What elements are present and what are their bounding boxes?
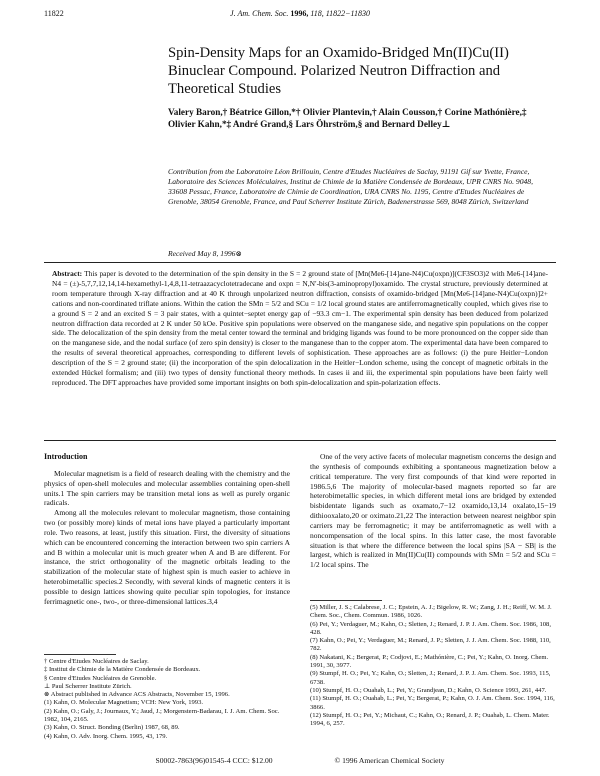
journal-citation xyxy=(44,9,556,18)
footnote: (10) Stumpf, H. O.; Ouahab, L.; Pei, Y.; Grandjean, D.; Kahn, O. Science 1993, 261, 447. xyxy=(310,686,547,694)
right-column xyxy=(310,452,556,570)
journal-year: 1996, xyxy=(290,9,309,18)
footnote: ‡ Institut de Chimie de la Matière Condensée de Bordeaux. xyxy=(44,666,201,674)
footnote: (6) Pei, Y.; Verdaguer, M.; Kahn, O.; Sletten, J.; Renard, J. P. J. Am. Chem. Soc. 1986, 108, 428. xyxy=(310,620,552,636)
footnote: (2) Kahn, O.; Galy, J.; Journaux, Y.; Jaud, J.; Morgenstern-Badarau, I. J. Am. Chem. Soc. 1982, 104, 2165. xyxy=(44,707,280,724)
footnote: ⊥ Paul Scherrer Institute Zürich. xyxy=(44,682,132,690)
affiliation: Contribution from the Laboratoire Léon Brillouin, Centre d'Etudes Nucléaires de Saclay, 91191 Gif sur Yvette, France, Laboratoire des Sciences Moléculaires, Institut de Chimie de la Matière Condensée de Bordeaux, UPR CNRS No. 9048, 33608 Pessac, France, Laboratoire de Chimie de Coordination, URA CNRS No. 1195, Centre d'Etudes Nucléaires de Grenoble, 38054 Grenoble, France, and Paul Scherrer Institute Zürich, Badenerstrasse 569, 8048 Zürich, Switzerland xyxy=(168,167,533,206)
footnote: † Centre d'Etudes Nucléaires de Saclay. xyxy=(44,658,149,665)
footnote: (4) Kahn, O. Adv. Inorg. Chem. 1995, 43, 179. xyxy=(44,732,168,740)
page-number: 11822 xyxy=(44,9,64,18)
footnote: § Centre d'Etudes Nucléaires de Grenoble. xyxy=(44,674,157,682)
footnote: ⊗ Abstract published in Advance ACS Abstracts, November 15, 1996. xyxy=(44,691,230,699)
author-list: Valery Baron,† Béatrice Gillon,*† Olivier Plantevin,† Alain Cousson,† Corine Mathónière,‡ Olivier Kahn,*‡ André Grand,§ Lars Öhrström,§ and Bernard Delley⊥ xyxy=(168,107,527,130)
page-footer xyxy=(44,756,556,768)
footnote: (1) Kahn, O. Molecular Magnetism; VCH: New York, 1993. xyxy=(44,699,204,707)
footnote: (11) Stumpf, H. O.; Ouahab, L.; Pei, Y.; Bergerat, P.; Kahn, O. J. Am. Chem. Soc. 1994, 116, 3866. xyxy=(310,695,555,711)
footnote: (3) Kahn, O. Struct. Bonding (Berlin) 1987, 68, 89. xyxy=(44,724,180,732)
journal-volume: 118, xyxy=(310,9,324,18)
footnote: (5) Miller, J. S.; Calabrese, J. C.; Epstein, A. J.; Bigelow, R. W.; Zang, J. H.; Reiff, W. M. J. Chem. Soc., Chem. Commun. 1986, 1026. xyxy=(310,604,552,620)
abstract xyxy=(52,269,548,388)
body-paragraph: Among all the molecules relevant to molecular magnetism, those containing two (or possibly more) kinds of metal ions have played a particularly important role. Two reasons, at least, justify this situation. First, the diversity of situations which can be encountered concerning the interaction between two spin carriers A and B within a molecular unit is much greater when A and B are different. For instance, the strict orthogonality of the magnetic orbitals leading to the stabilization of the molecular state of highest spin is much easier to achieve in heterobimetallic species.2 Secondly, with several kinds of magnetic centers it is possible to design lattices showing quite peculiar spin topologies, for instance ferrimagnetic one-, two-, or three-dimensional lattices.3,4 xyxy=(44,508,290,606)
footnote: (12) Stumpf, H. O.; Pei, Y.; Michaut, C.; Kahn, O.; Renard, J. P.; Ouahab, L. Chem. Mater. 1994, 6, 257. xyxy=(310,711,550,728)
abstract-label: Abstract: xyxy=(52,269,83,278)
doc-identifier: S0002-7863(96)01545-4 CCC: $12.00 xyxy=(155,756,273,765)
copyright: © 1996 American Chemical Society xyxy=(334,756,445,765)
body-paragraph: One of the very active facets of molecular magnetism concerns the design and the synthesis of compounds exhibiting a spontaneous magnetization below a critical temperature. The very first compounds of that kind were reported in 1986.5,6 The majority of molecular-based magnets reported so far are heterobimetallic species, in which different metal ions are bridged by extended bisbidentate ligands such as oxamato,7−12 oxamido,13,14 oxalato,15−19 dithiooxalato,20 or oximato.21,22 The interaction between nearest neighbor spin carriers may be ferromagnetic; it may be antiferromagnetic as well with a noncompensation of the local spins. In this latter case, the most favorable situation is that where the difference between the local spins |SA − SB| is the largest, which is realized in Mn(II)Cu(II) compounds with SMn = 5/2 and SCu = 1/2 local spins. The xyxy=(310,452,556,570)
received-date: Received May 8, 1996⊗ xyxy=(168,249,242,258)
journal-pages: 11822−11830 xyxy=(325,9,370,18)
footnotes-right xyxy=(310,604,556,728)
abstract-top-rule xyxy=(44,262,556,263)
footnotes-left xyxy=(44,658,290,741)
abstract-section xyxy=(0,262,600,442)
footnote: (7) Kahn, O.; Pei, Y.; Verdaguer, M.; Renard, J. P.; Sletten, J. J. Am. Chem. Soc. 1988, 110, 782. xyxy=(310,637,551,653)
footnote-rule-right xyxy=(310,600,382,601)
abstract-text: This paper is devoted to the determination of the spin density in the S = 2 ground state of [Mn(Me6-[14]ane-N4)Cu(oxpn)](CF3SO3)2 with Me6-[14]ane-N4 = (±)-5,7,7,12,14,14-hexamethyl-1,4,8,11-tetraazacyclotetradecane and oxpn = N,N′-bis(3-aminopropyl)oxamido. The crystal structure, previously determined at room temperature through X-ray diffraction and at 40 K through unpolarized neutron diffraction, consists of oxamido-bridged [Mn(Me6-[14]ane-N4)Cu(oxpn)]2+ cations and non-coordinated triflate anions. Within the cation the SMn = 5/2 and SCu = 1/2 local ground states are antiferromagnetically coupled, which gives rise to a ground S = 2 and an excited S = 3 pair states, with a quintet−septet energy gap of −93.3 cm−1. The experimental spin density has been deduced from polarized neutron diffraction data recorded at 2 K under 50 kOe. Positive spin populations were observed on the manganese side, and negative spin populations on the copper side. The delocalization of the spin density from the metal center toward the terminal and bridging ligands was found to be more pronounced on the copper side than on the manganese side, and the nodal surface (of zero spin density) is closer to the manganese than to the copper atom. The experimental data have been compared to the results of several theoretical approaches, corresponding to different levels of sophistication. These approaches are as follows: (i) the pure Heitler−London description of the S = 2 ground state; (ii) the incorporation of the spin delocalization in the Heitler−London scheme, using the concept of magnetic orbitals in the extended Hückel formalism; and (iii) two types of density functional theory methods. In cases ii and iii, the experimental spin populations have been fairly well reproduced. The DFT approaches have provided some important insights on both spin-delocalization and spin-polarization effects. xyxy=(52,269,548,387)
footnote: (9) Stumpf, H. O.; Pei, Y.; Kahn, O.; Sletten, J.; Renard, J. P. J. Am. Chem. Soc. 1993, 115, 6738. xyxy=(310,670,551,686)
journal-name: J. Am. Chem. Soc. xyxy=(230,9,289,18)
body-paragraph: Molecular magnetism is a field of research dealing with the chemistry and the physics of open-shell molecules and molecular assemblies containing open-shell units.1 The spin carriers may be transition metal ions as well as purely organic radicals. xyxy=(44,468,290,508)
running-header xyxy=(44,9,556,21)
footnote: (8) Nakatani, K.; Bergerat, P.; Codjovi, E.; Mathónière, C.; Pei, Y.; Kahn, O. Inorg. Chem. 1991, 30, 3977. xyxy=(310,653,549,670)
footnote-rule-left xyxy=(44,654,116,655)
article-title: Spin-Density Maps for an Oxamido-Bridged Mn(II)Cu(II) Binuclear Compound. Polarized Neutron Diffraction and Theoretical Studies xyxy=(168,45,509,97)
abstract-bottom-rule xyxy=(44,440,556,441)
left-column xyxy=(44,452,290,607)
section-heading-introduction: Introduction xyxy=(44,452,88,461)
